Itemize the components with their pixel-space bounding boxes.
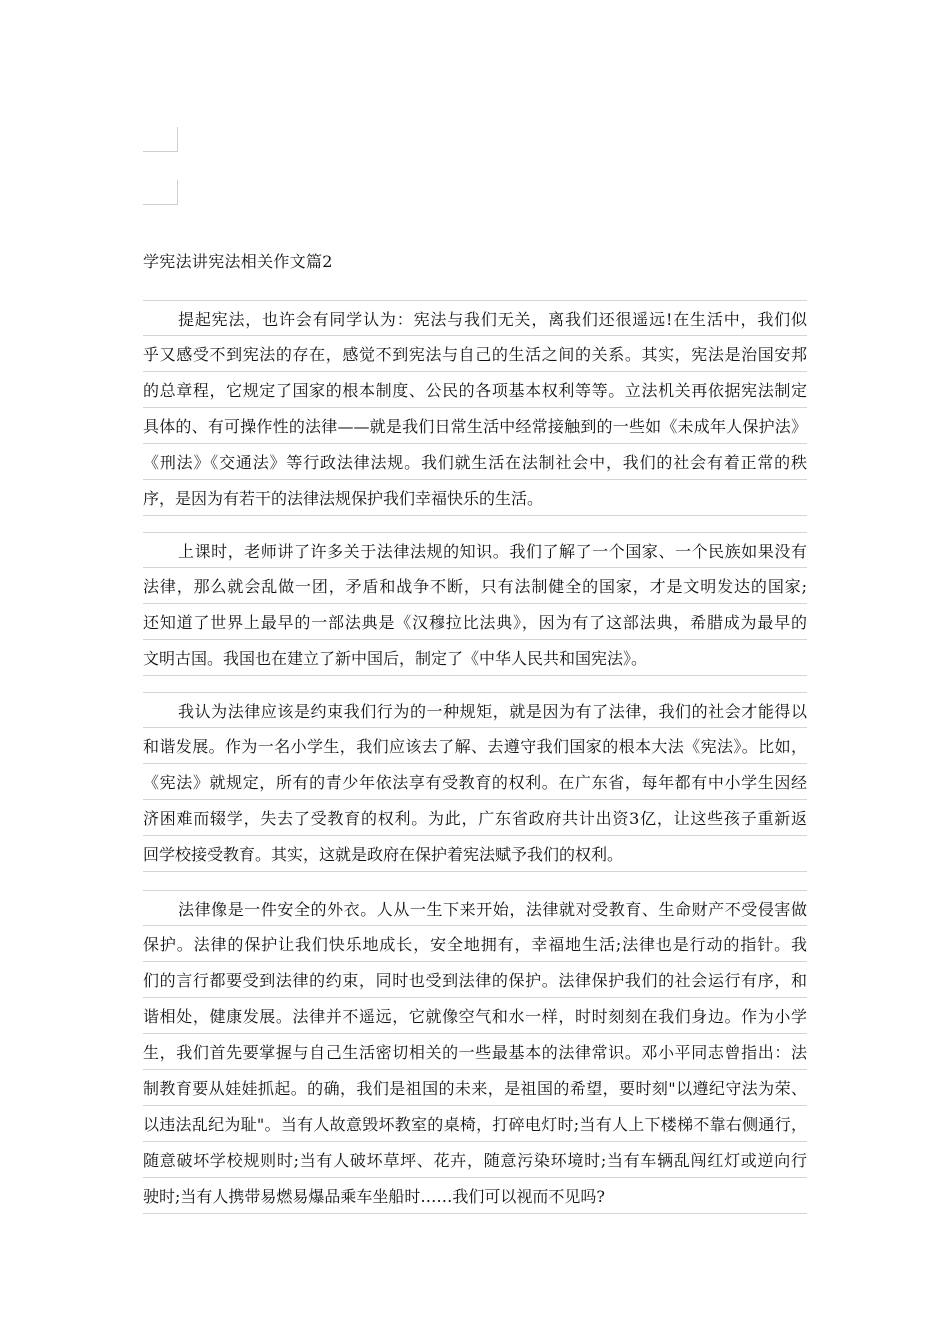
- corner-mark-top: [143, 127, 178, 152]
- paragraph-line: 济困难而辍学，失去了受教育的权利。为此，广东省政府共计出资3亿，让这些孩子重新返: [143, 800, 807, 836]
- paragraph-line: 我认为法律应该是约束我们行为的一种规矩，就是因为有了法律，我们的社会才能得以: [143, 692, 807, 728]
- paragraph-line: 上课时，老师讲了许多关于法律法规的知识。我们了解了一个国家、一个民族如果没有: [143, 532, 807, 568]
- paragraph-4: [143, 890, 807, 1214]
- paragraph-line: 提起宪法，也许会有同学认为：宪法与我们无关，离我们还很遥远!在生活中，我们似: [143, 300, 807, 336]
- paragraph-line: 以违法乱纪为耻"。当有人故意毁坏教室的桌椅，打碎电灯时;当有人上下楼梯不靠右侧通行，: [143, 1106, 807, 1142]
- paragraph-line: 的总章程，它规定了国家的根本制度、公民的各项基本权利等等。立法机关再依据宪法制定: [143, 372, 807, 408]
- paragraph-line: 随意破坏学校规则时;当有人破坏草坪、花卉，随意污染环境时;当有车辆乱闯红灯或逆向行: [143, 1142, 807, 1178]
- paragraph-line: 乎又感受不到宪法的存在，感觉不到宪法与自己的生活之间的关系。其实，宪法是治国安邦: [143, 336, 807, 372]
- paragraph-line: 制教育要从娃娃抓起。的确，我们是祖国的未来，是祖国的希望，要时刻"以遵纪守法为荣、: [143, 1070, 807, 1106]
- paragraph-line: 《宪法》就规定，所有的青少年依法享有受教育的权利。在广东省，每年都有中小学生因经: [143, 764, 807, 800]
- paragraph-2: [143, 532, 807, 676]
- corner-mark-bottom: [143, 180, 178, 205]
- paragraph-line: 驶时;当有人携带易燃易爆品乘车坐船时……我们可以视而不见吗?: [143, 1178, 807, 1214]
- paragraph-3: [143, 692, 807, 872]
- paragraph-line: 保护。法律的保护让我们快乐地成长，安全地拥有，幸福地生活;法律也是行动的指针。我: [143, 926, 807, 962]
- paragraph-line: 序，是因为有若干的法律法规保护我们幸福快乐的生活。: [143, 480, 807, 516]
- paragraph-line: 文明古国。我国也在建立了新中国后，制定了《中华人民共和国宪法》。: [143, 640, 807, 676]
- paragraph-1: [143, 300, 807, 516]
- paragraph-line: 法律像是一件安全的外衣。人从一生下来开始，法律就对受教育、生命财产不受侵害做: [143, 890, 807, 926]
- paragraph-line: 还知道了世界上最早的一部法典是《汉穆拉比法典》，因为有了这部法典，希腊成为最早的: [143, 604, 807, 640]
- paragraph-line: 们的言行都要受到法律的约束，同时也受到法律的保护。法律保护我们的社会运行有序，和: [143, 962, 807, 998]
- paragraph-line: 和谐发展。作为一名小学生，我们应该去了解、去遵守我们国家的根本大法《宪法》。比如，: [143, 728, 807, 764]
- paragraph-line: 生，我们首先要掌握与自己生活密切相关的一些最基本的法律常识。邓小平同志曾指出：法: [143, 1034, 807, 1070]
- paragraph-line: 回学校接受教育。其实，这就是政府在保护着宪法赋予我们的权利。: [143, 836, 807, 872]
- paragraph-line: 《刑法》《交通法》等行政法律法规。我们就生活在法制社会中，我们的社会有着正常的秩: [143, 444, 807, 480]
- document-title: 学宪法讲宪法相关作文篇2: [143, 252, 333, 271]
- paragraph-line: 法律，那么就会乱做一团，矛盾和战争不断，只有法制健全的国家，才是文明发达的国家;: [143, 568, 807, 604]
- paragraph-line: 谐相处，健康发展。法律并不遥远，它就像空气和水一样，时时刻刻在我们身边。作为小学: [143, 998, 807, 1034]
- paragraph-line: 具体的、有可操作性的法律——就是我们日常生活中经常接触到的一些如《未成年人保护法》: [143, 408, 807, 444]
